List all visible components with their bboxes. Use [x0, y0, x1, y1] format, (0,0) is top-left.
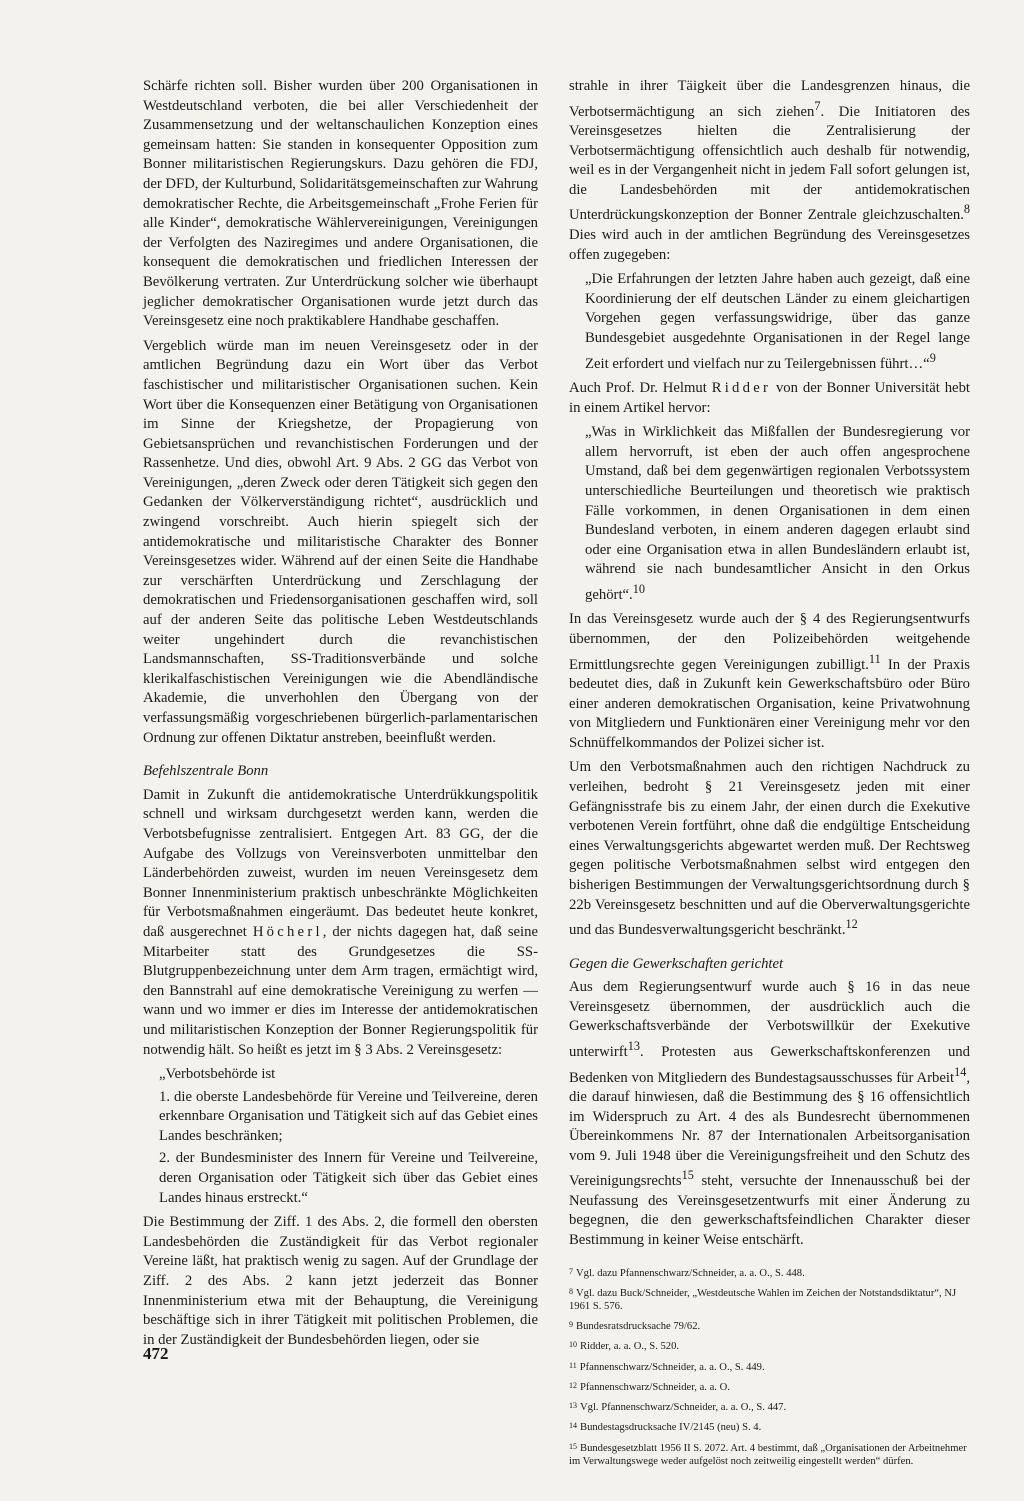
- footnote: [569, 1440, 970, 1468]
- footnote: [569, 1359, 970, 1374]
- quote-text: [585, 270, 970, 374]
- spaced-name: Höcherl: [252, 923, 323, 940]
- footnote-number: 9: [569, 1320, 573, 1330]
- text-run: steht, versuchte der Innenausschuß bei der Neufassung des Vereinsgesetzentwurfs mit einer Änderung zu begegnen, die den gewerkschaftsfeindlichen Charakter dieser Bestimmung in keiner Weise entschärft.: [569, 1173, 970, 1249]
- footnote-ref: 14: [954, 1064, 967, 1079]
- footnote: [569, 1379, 970, 1394]
- paragraph: [569, 379, 970, 418]
- footnote-number: 12: [569, 1380, 577, 1390]
- text-run: , die darauf hinwiesen, daß die Bestimmung des § 16 offensichtlich im Widerspruch zu Art. 4 des als Bundesrecht übernommenen Übereinkommens Nr. 87 der Internationalen Arbeitsorganisation vom 9. Juli 1948 über die Vereinigungsfreiheit und den Schutz des Vereinigungsrechts: [569, 1069, 970, 1190]
- block-quote: [585, 423, 970, 605]
- footnote-ref: 9: [929, 350, 936, 365]
- footnote-number: 8: [569, 1286, 573, 1296]
- footnote: [569, 1419, 970, 1434]
- page-number: 472: [143, 1344, 169, 1363]
- footnote-text: Bundesgesetzblatt 1956 II S. 2072. Art. 4 bestimmt, daß „Organisationen der Arbeitnehmer im Verwaltungswege weder aufgelöst noch zeitweilig eingestellt werden“ dürfen.: [569, 1442, 967, 1467]
- paragraph: [569, 758, 970, 940]
- block-quote: [159, 1065, 538, 1208]
- footnote: [569, 1318, 970, 1333]
- text-run: Damit in Zukunft die antidemokratische Unterdrükkungspolitik schnell und wirksam durchgesetzt werden kann, werden die Verbotsbefugnisse zentralisiert. Entgegen Art. 83 GG, der die Aufgabe des Vollzugs von Vereinsverboten unmittelbar den Länderbehörden zuweist, wurden im neuen Vereinsgesetz dem Bonner Innenministerium praktisch unbeschränkte Möglichkeiten für Verbotsmaßnahmen eingeräumt. Das bedeutet heute konkret, daß ausgerechnet: [143, 786, 538, 940]
- paragraph: [569, 77, 970, 265]
- footnote-number: 7: [569, 1266, 573, 1276]
- section-heading: Gegen die Gewerkschaften gerichtet: [569, 955, 784, 972]
- footnote-text: Bundestagsdrucksache IV/2145 (neu) S. 4.: [580, 1422, 762, 1434]
- footnote-ref: 11: [868, 651, 881, 666]
- footnote-text: Vgl. Pfannenschwarz/Schneider, a. a. O., S. 447.: [580, 1402, 787, 1414]
- paragraph: Schärfe richten soll. Bisher wurden über 200 Organisationen in Westdeutschland verboten, die bei aller Verschiedenheit der Zusammensetzung und der weltanschaulichen Konzeption eines gemeinsam hatten: Sie standen in konsequenter Opposition zum Bonner militaristischen Regierungskurs. Dazu gehören die FDJ, der DFD, der Kulturbund, Solidaritätsgemeinschaften zur Wahrung demokratischer Rechte, die Arbeitsgemeinschaft „Frohe Ferien für alle Kinder“, demokratische Wählervereinigungen, Vereinigungen der Verfolgten des Naziregimes und andere Organisationen, die konsequent die demokratischen und friedlichen Interessen der Bevölkerung vertraten. Zur Unterdrückung solcher wie überhaupt jeglicher demokratischer Organisationen wurde jetzt durch das Vereinsgesetz eine noch praktikablere Handhabe geschaffen.: [143, 78, 539, 330]
- paragraph: Vergeblich würde man im neuen Vereinsgesetz oder in der amtlichen Begründung dazu ein Wort über das Verbot faschistischer und militaristischer Organisationen suchen. Kein Wort über die Konsequenzen einer Betätigung von Organisationen im Sinne der Kriegshetze, der Propagierung von Gebietsansprüchen und revanchistischen Forderungen und der Rassenhetze. Und dies, obwohl Art. 9 Abs. 2 GG das Verbot von Vereinigungen, „deren Zweck oder deren Tätigkeit sich gegen den Gedanken der Völkerverständigung richtet“, ausdrücklich und zwingend vorschreibt. Auch hierin spiegelt sich der antidemokratische und militaristische Charakter des Bonner Vereinsgesetzes wider. Während auf der einen Seite die Handhabe zur verschärften Unterdrückung und Zerschlagung der demokratischen und Friedensorganisationen geschaffen wird, soll auf der anderen Seite das politische Leben Westdeutschlands weiter ungehindert durch die revanchistischen Landsmannschaften, SS-Traditionsverbände und solche klerikalfaschistischen Vereinigungen wie die Abendländische Akademie, die unverhohlen den Übergang von der verfassungsmäßig vorgeschriebenen bürgerlich-parlamentarischen Ordnung zur offenen Diktatur anstreben, beeinflußt werden.: [143, 337, 538, 746]
- quote-intro: „Verbotsbehörde ist: [159, 1066, 276, 1083]
- quote-item: 1. die oberste Landesbehörde für Vereine und Teilvereine, deren erkennbare Organisation und Tätigkeit sich auf das Gebiet eines Landes beschränken;: [159, 1088, 538, 1144]
- text-run: Auch Prof. Dr. Helmut: [569, 379, 707, 396]
- paragraph: [569, 610, 970, 753]
- text-run: , der nichts dagegen hat, daß seine Mitarbeiter statt des Grundgesetzes die SS-Blutgruppenbezeichnung unter dem Arm tragen, ermächtigt wird, den Bannstrahl auf eine demokratische Vereinigung zu werfen — wann und wo immer er dies im Interesse der antidemokratischen und militaristischen Konzeption der Bonner Regierungspolitik für notwendig hält. So heißt es jetzt im § 3 Abs. 2 Vereinsgesetz:: [143, 923, 538, 1058]
- footnote-number: 15: [569, 1441, 577, 1451]
- footnote-text: Ridder, a. a. O., S. 520.: [580, 1341, 680, 1353]
- spaced-name: Ridder: [711, 379, 772, 396]
- block-quote: [585, 270, 970, 374]
- paragraph: [143, 786, 538, 1060]
- footnote-ref: 10: [632, 581, 645, 596]
- text-run: In das Vereinsgesetz wurde auch der § 4 des Regierungsentwurfs übernommen, der den Polizeibehörden weitgehende Ermittlungsrechte gegen Vereinigungen zubilligt.: [569, 611, 970, 673]
- text-run: „Was in Wirklichkeit das Mißfallen der Bundesregierung vor allem hervorruft, ist eben der auch offen angesprochene Umstand, daß bei dem gegenwärtigen regionalen Verbotssystem unterschiedliche Beurteilungen und theoretisch wie praktisch Fälle vorkommen, in denen Organisationen in dem einen Bundesland verboten, in einem anderen dagegen erlaubt sind oder eine Organisation etwa in allen Bundesländern erlaubt ist, während sie nach bundesamtlicher Ansicht in den Orkus gehört“.: [585, 424, 970, 603]
- section-heading: Befehlszentrale Bonn: [143, 763, 269, 780]
- footnote-ref: 8: [963, 202, 970, 217]
- footnote: [569, 1285, 970, 1313]
- footnote-ref: 12: [845, 917, 858, 932]
- paragraph: Die Bestimmung der Ziff. 1 des Abs. 2, die formell den obersten Landesbehörden die Zuständigkeit für das Verbot regionaler Vereine läßt, hat praktisch wenig zu sagen. Auf der Grundlage der Ziff. 2 des Abs. 2 kann jetzt jederzeit das Bonner Innenministerium etwa mit der Behauptung, die Vereinigung beschäftige sich in ihrer Tätigkeit mit politischen Problemen, die in der Zuständigkeit der Bundesbehörden liegen, oder sie: [143, 1214, 538, 1348]
- footnote-number: 14: [569, 1421, 577, 1431]
- left-column: [143, 77, 538, 1355]
- text-run: strahle in ihrer Täigkeit über die Landesgrenzen hinaus, die Verbotsermächtigung an sich ziehen: [569, 78, 970, 120]
- paragraph: [569, 978, 970, 1250]
- text-run: . Protesten aus Gewerkschaftskonferenzen und Bedenken von Mitgliedern des Bundestagsausschusses für Arbeit: [569, 1043, 970, 1086]
- footnote-text: Pfannenschwarz/Schneider, a. a. O.: [580, 1381, 730, 1393]
- footnotes: [569, 1265, 970, 1468]
- text-run: Um den Verbotsmaßnahmen auch den richtigen Nachdruck zu verleihen, bedroht § 21 Vereinsgesetz jeden mit einer Gefängnisstrafe bis zu einem Jahr, der einen durch die Exekutive verbotenen Verein fortführt, ohne daß die endgültige Entscheidung eines Verwaltungsgerichts abgewartet werden muß. Der Rechtsweg gegen politische Verbotsmaßnahmen selbst wird entgegen den bisherigen Bestimmungen der Verwaltungsgerichtsordnung durch § 22b Vereinsgesetz beschnitten und auf die Oberverwaltungsgerichte und das Bundesverwaltungsgericht beschränkt.: [569, 759, 970, 939]
- footnote-text: Vgl. dazu Pfannenschwarz/Schneider, a. a. O., S. 448.: [576, 1267, 805, 1279]
- footnote: [569, 1399, 970, 1414]
- footnote-number: 11: [569, 1360, 577, 1370]
- text-run: von der Bonner Universität hebt in einem Artikel hervor:: [569, 379, 971, 416]
- right-column: [569, 77, 970, 1473]
- quote-item: 2. der Bundesminister des Innern für Vereine und Teilvereine, deren Organisation oder Tätigkeit sich über das Gebiet eines Landes hinaus erstreckt.“: [159, 1150, 538, 1206]
- footnote-number: 13: [569, 1401, 577, 1411]
- text-run: Dies wird auch in der amtlichen Begründung des Vereinsgesetzes offen zugegeben:: [569, 226, 970, 263]
- footnote-ref: 15: [681, 1168, 694, 1183]
- text-run: . Die Initiatoren des Vereinsgesetzes hielten die Zentralisierung der Verbotsermächtigung offensichtlich auch deshalb für notwendig, weil es in der Vergangenheit nicht in jedem Fall sofort gelungen ist, die Landesbehörden mit der antidemokratischen Unterdrückungskonzeption der Bonner Zentrale gleichzuschalten.: [569, 103, 970, 224]
- footnote: [569, 1338, 970, 1353]
- text-run: In der Praxis bedeutet dies, daß in Zukunft kein Gewerkschaftsbüro oder Büro einer anderen demokratischen Organisation, keine Privatwohnung von Mitgliedern und Funktionären einer Vereinigung mehr vor den Schnüffelkommandos der Polizei sicher ist.: [569, 656, 970, 751]
- footnote-number: 10: [569, 1340, 577, 1350]
- quote-text: [585, 423, 970, 605]
- footnote-text: Pfannenschwarz/Schneider, a. a. O., S. 449.: [579, 1361, 765, 1373]
- footnote-text: Vgl. dazu Buck/Schneider, „Westdeutsche Wahlen im Zeichen der Notstandsdiktatur“, NJ 1961 S. 576.: [569, 1287, 957, 1313]
- text-run: Aus dem Regierungsentwurf wurde auch § 16 in das neue Vereinsgesetz übernommen, der ausdrücklich auch die Gewerkschaftsverbände der Verbotswillkür der Exekutive unterwirft: [569, 979, 970, 1060]
- footnote-ref: 13: [627, 1039, 640, 1054]
- footnote-text: Bundesratsdrucksache 79/62.: [576, 1321, 701, 1333]
- footnote: [569, 1265, 970, 1280]
- text-run: „Die Erfahrungen der letzten Jahre haben auch gezeigt, daß eine Koordinierung der elf deutschen Länder zu einem gleichartigen Vorgehen gegen verfassungswidrige, über das ganze Bundesgebiet ausgedehnte Organisationen in der Regel lange Zeit erfordert und vielfach nur zu Teilergebnissen führt…“: [585, 271, 970, 372]
- footnote-ref: 7: [814, 98, 821, 113]
